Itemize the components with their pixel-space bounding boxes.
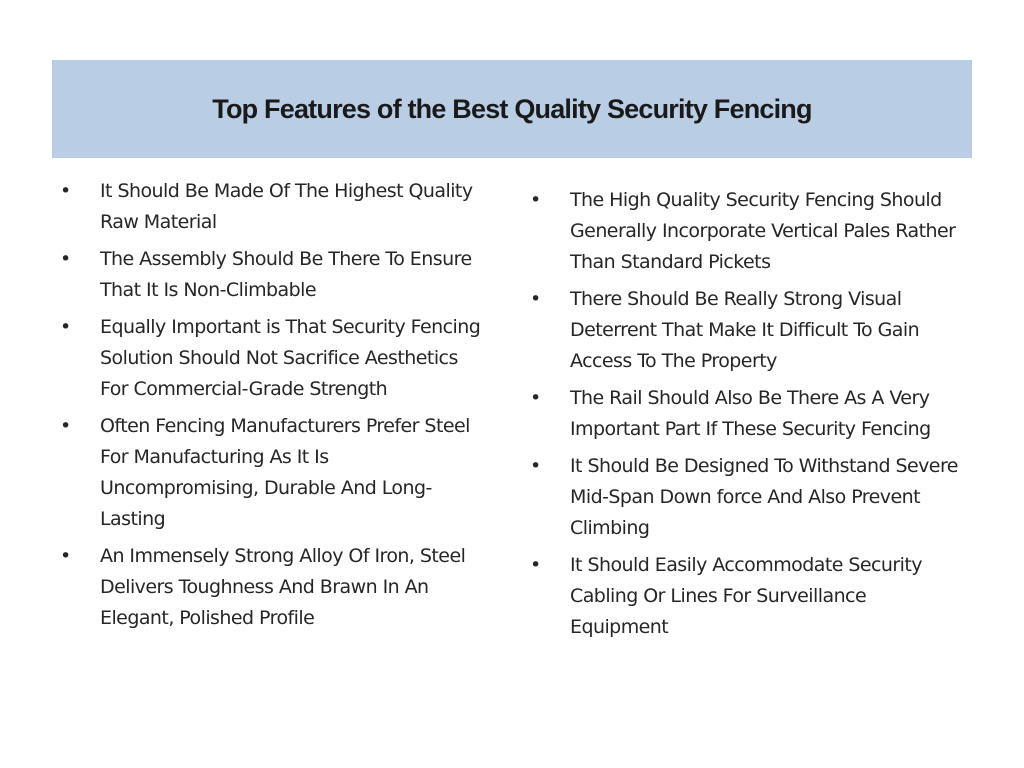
bullet-icon	[60, 541, 71, 572]
bullet-icon	[530, 550, 541, 581]
bullet-icon	[530, 284, 541, 315]
bullet-item	[528, 451, 968, 544]
bullet-text: It Should Be Designed To Withstand Severe Mid-Span Down force And Also Prevent Climbing	[570, 455, 958, 539]
bullet-icon	[60, 244, 71, 275]
title-banner	[52, 60, 972, 158]
bullet-icon	[60, 176, 71, 207]
bullet-text: There Should Be Really Strong Visual Deterrent That Make It Difficult To Gain Access To The Property	[570, 288, 920, 372]
bullet-text: It Should Easily Accommodate Security Cabling Or Lines For Surveillance Equipment	[570, 554, 923, 638]
bullet-text: It Should Be Made Of The Highest Quality Raw Material	[100, 180, 473, 233]
bullet-text: Often Fencing Manufacturers Prefer Steel For Manufacturing As It Is Uncompromising, Durable And Long-Lasting	[100, 415, 470, 530]
right-bullet-list	[528, 185, 968, 649]
bullet-item	[58, 411, 490, 535]
bullet-text: The Rail Should Also Be There As A Very Important Part If These Security Fencing	[570, 387, 931, 440]
bullet-text: The Assembly Should Be There To Ensure That It Is Non-Climbable	[100, 248, 472, 301]
bullet-icon	[60, 411, 71, 442]
bullet-item	[528, 550, 968, 643]
bullet-item	[58, 176, 490, 238]
bullet-item	[58, 312, 490, 405]
bullet-text: Equally Important is That Security Fencing Solution Should Not Sacrifice Aesthetics For Commercial-Grade Strength	[100, 316, 481, 400]
bullet-icon	[530, 185, 541, 216]
bullet-text: An Immensely Strong Alloy Of Iron, Steel Delivers Toughness And Brawn In An Elegant, Polished Profile	[100, 545, 466, 629]
left-bullet-list	[58, 176, 490, 640]
bullet-icon	[530, 383, 541, 414]
bullet-item	[58, 244, 490, 306]
bullet-item	[58, 541, 490, 634]
slide-title: Top Features of the Best Quality Security Fencing	[212, 93, 812, 124]
bullet-item	[528, 185, 968, 278]
bullet-item	[528, 284, 968, 377]
bullet-text: The High Quality Security Fencing Should Generally Incorporate Vertical Pales Rather Than Standard Pickets	[570, 189, 956, 273]
bullet-icon	[60, 312, 71, 343]
bullet-icon	[530, 451, 541, 482]
bullet-item	[528, 383, 968, 445]
